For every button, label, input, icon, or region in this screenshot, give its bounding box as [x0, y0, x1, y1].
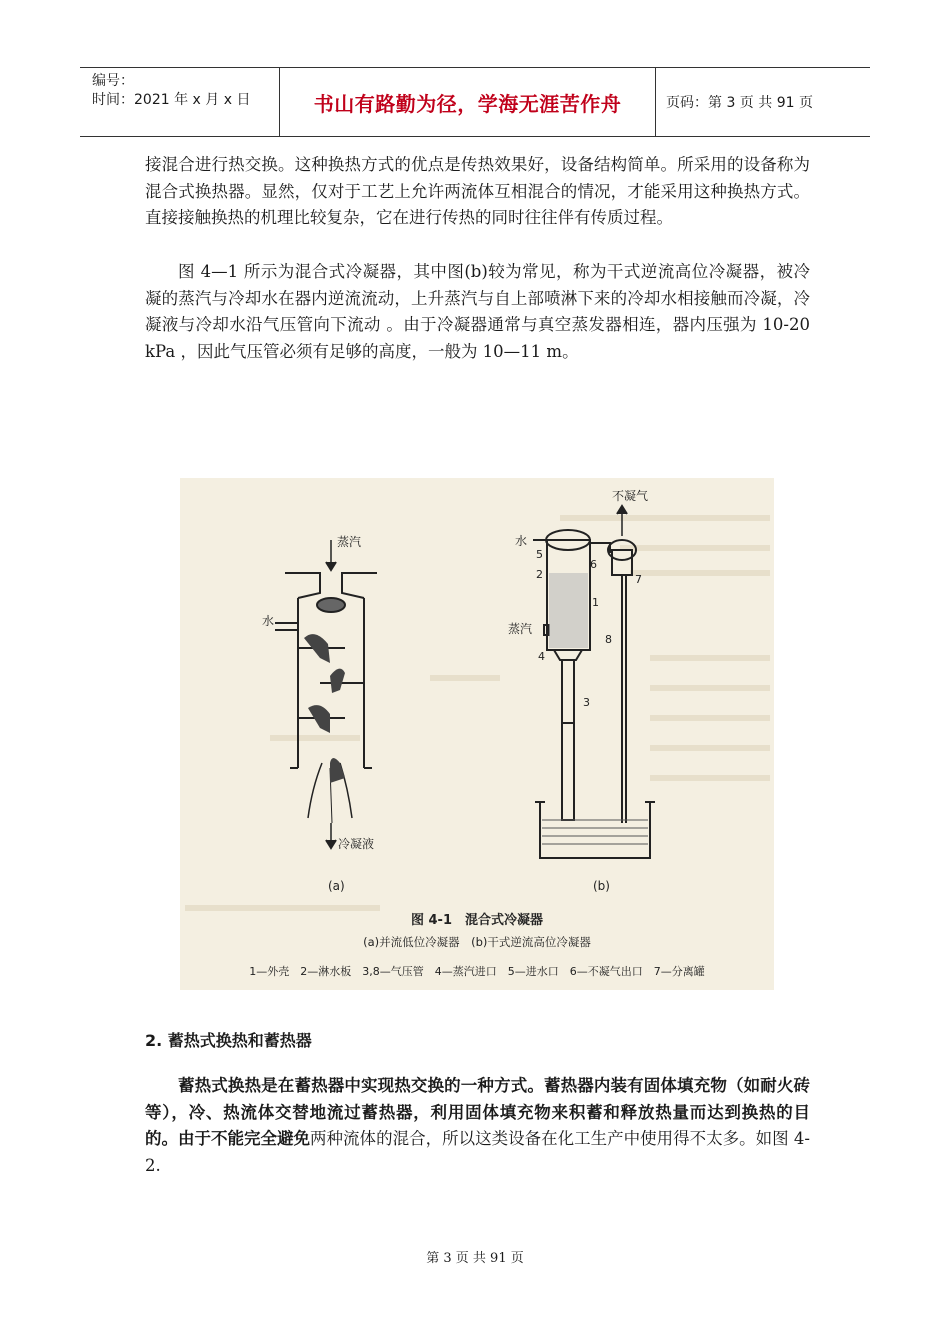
- label-water-a: 水: [262, 614, 275, 628]
- background-texture: [185, 518, 770, 908]
- page-footer: 第 3 页 共 91 页: [426, 1251, 524, 1266]
- number-6: 6: [590, 558, 597, 571]
- caption-b: (b): [593, 879, 610, 893]
- number-8: 8: [605, 633, 612, 646]
- water-level-b: [542, 820, 648, 844]
- header-meta: [80, 68, 280, 136]
- packed-section: [549, 573, 588, 648]
- paragraph-1: 接混合进行热交换。这种换热方式的优点是传热效果好，设备结构简单。所采用的设备称为混合式换热器。显然，仅对于工艺上允许两流体互相混合的情况，才能采用这种换热方式。直接接触换热的机理比较复杂，它在进行传热的同时往往伴有传质过程。: [145, 155, 810, 227]
- paragraph-2: 图 4—1 所示为混合式冷凝器，其中图(b)较为常见，称为干式逆流高位冷凝器，被冷凝的蒸汽与冷却水在器内逆流流动，上升蒸汽与自上部喷淋下来的冷却水相接触而冷凝，冷凝液与冷却水沿气压管向下流动 。由于冷凝器通常与真空蒸发器相连，器内压强为 10-20 kPa ，因此气压管必须有足够的高度，一般为 10—11 m。: [145, 262, 810, 361]
- figure-subtitle: (a)并流低位冷凝器 (b)干式逆流高位冷凝器: [363, 935, 591, 949]
- number-4: 4: [538, 650, 545, 663]
- water-flow-a: [304, 634, 345, 783]
- number-5: 5: [536, 548, 543, 561]
- header-number: 编号：: [92, 73, 134, 89]
- section-title: 2. 蓄热式换热和蓄热器: [145, 1031, 312, 1050]
- figure-title: 图 4-1 混合式冷凝器: [410, 913, 544, 928]
- header-date: 时间：2021 年 x 月 x 日: [92, 92, 251, 108]
- page-header: [80, 67, 870, 137]
- number-7: 7: [635, 573, 642, 586]
- header-page-info: 页码：第 3 页 共 91 页: [666, 95, 813, 111]
- figure-legend: 1—外壳 2—淋水板 3,8—气压管 4—蒸汽进口 5—进水口 6—不凝气出口 7—分离罐: [249, 965, 705, 978]
- label-steam-a: 蒸汽: [337, 535, 362, 549]
- number-1: 1: [592, 596, 599, 609]
- label-condensate: 冷凝液: [338, 837, 375, 851]
- paragraph-3-rest: 两种流体的混合，所以这类设备在化工生产中使用得不太多。如图 4-2.: [145, 1129, 810, 1175]
- label-steam-b: 蒸汽: [508, 622, 533, 636]
- label-noncondensable: 不凝气: [612, 489, 649, 503]
- paragraph-3-bold: 蓄热式换热是在蓄热器中实现热交换的一种方式。蓄热器内装有固体填充物（如耐火砖等），冷、热流体交替地流过蓄热器，利用固体填充物来积蓄和释放热量而达到换热的目的。由于不能完全避免: [145, 1076, 810, 1148]
- label-water-b: 水: [515, 534, 528, 548]
- caption-a: (a): [328, 879, 345, 893]
- paragraph-3: [145, 1073, 810, 1179]
- number-3: 3: [583, 696, 590, 709]
- diagram-a: [275, 540, 377, 848]
- figure-4-1: [180, 478, 774, 990]
- header-motto: 书山有路勤为径，学海无涯苦作舟: [280, 68, 656, 136]
- number-2: 2: [536, 568, 543, 581]
